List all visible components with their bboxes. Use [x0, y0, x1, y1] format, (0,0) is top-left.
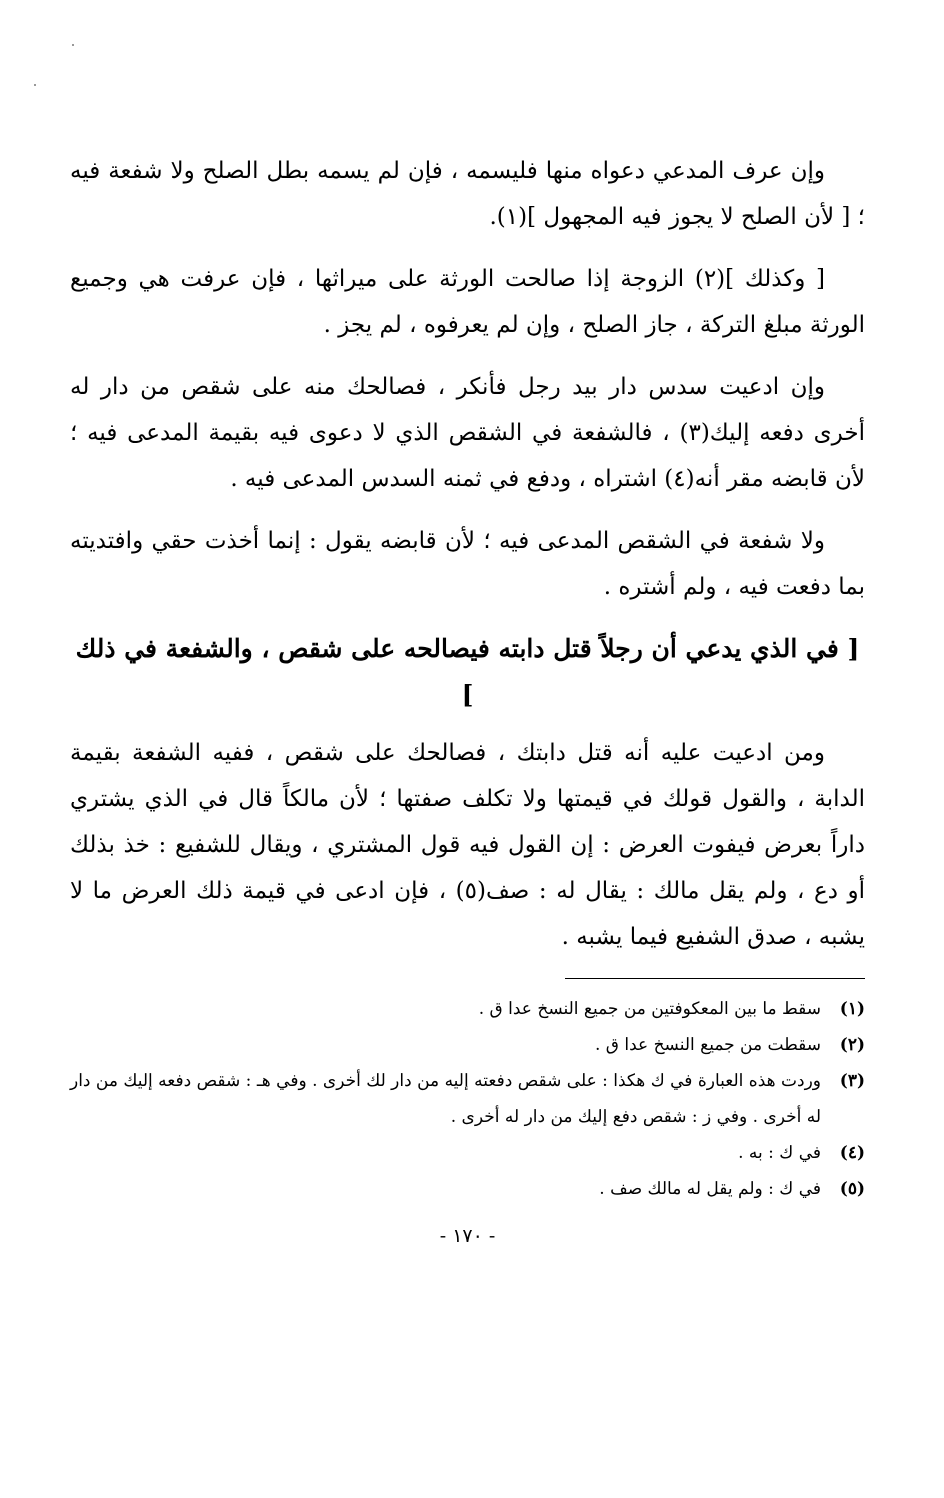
footnote-5	[70, 1171, 865, 1207]
footnote-number: (٢)	[839, 1035, 865, 1055]
scan-speck	[34, 84, 36, 86]
footnote-3	[70, 1063, 865, 1135]
footnotes	[70, 991, 865, 1207]
footnote-2	[70, 1027, 865, 1063]
footnote-number: (٣)	[839, 1071, 865, 1091]
footnote-text: في ك : ولم يقل له مالك صف .	[599, 1179, 821, 1199]
footnote-text: سقط ما بين المعكوفتين من جميع النسخ عدا ق .	[478, 999, 821, 1019]
footnote-number: (٥)	[839, 1179, 865, 1199]
paragraph-2: [ وكذلك ](٢) الزوجة إذا صالحت الورثة على ميراثها ، فإن عرفت هي وجميع الورثة مبلغ التركة ، جاز الصلح ، وإن لم يعرفوه ، لم يجز .	[70, 266, 865, 338]
footnote-4	[70, 1135, 865, 1171]
footnote-number: (١)	[839, 999, 865, 1019]
paragraph-5: ومن ادعيت عليه أنه قتل دابتك ، فصالحك على شقص ، ففيه الشفعة بقيمة الدابة ، والقول قولك في قيمتها ولا تكلف صفتها ؛ لأن مالكاً قال في الذي يشتري داراً بعرض فيفوت العرض : إن القول فيه قول المشتري ، ويقال للشفيع : خذ بذلك أو دع ، ولم يقل مالك : يقال له : صف(٥) ، فإن ادعى في قيمة ذلك العرض ما لا يشبه ، صدق الشفيع فيما يشبه .	[70, 740, 865, 950]
footnote-text: في ك : به .	[738, 1143, 821, 1163]
footnote-number: (٤)	[839, 1143, 865, 1163]
paragraph-4: ولا شفعة في الشقص المدعى فيه ؛ لأن قابضه يقول : إنما أخذت حقي وافتديته بما دفعت فيه ، ولم أشتره .	[70, 528, 865, 600]
footnote-separator	[565, 978, 865, 979]
footnote-1	[70, 991, 865, 1027]
page-number: - ١٧٠ -	[439, 1225, 496, 1247]
section-heading: [ في الذي يدعي أن رجلاً قتل دابته فيصالحه على شقص ، والشفعة في ذلك ]	[75, 634, 860, 709]
page-body	[70, 148, 865, 1247]
footnote-text: سقطت من جميع النسخ عدا ق .	[594, 1035, 821, 1055]
scan-speck	[72, 44, 74, 46]
footnote-text: وردت هذه العبارة في ك هكذا : على شقص دفعته إليه من دار لك أخرى . وفي هـ : شقص دفعه إليك من دار له أخرى . وفي ز : شقص دفع إليك من دار له أخرى .	[70, 1071, 821, 1127]
paragraph-3: وإن ادعيت سدس دار بيد رجل فأنكر ، فصالحك منه على شقص من دار له أخرى دفعه إليك(٣) ، فالشفعة في الشقص الذي لا دعوى فيه بقيمة المدعى فيه ؛ لأن قابضه مقر أنه(٤) اشتراه ، ودفع في ثمنه السدس المدعى فيه .	[70, 374, 865, 492]
paragraph-1: وإن عرف المدعي دعواه منها فليسمه ، فإن لم يسمه بطل الصلح ولا شفعة فيه ؛ [ لأن الصلح لا يجوز فيه المجهول ](١).	[70, 158, 865, 230]
